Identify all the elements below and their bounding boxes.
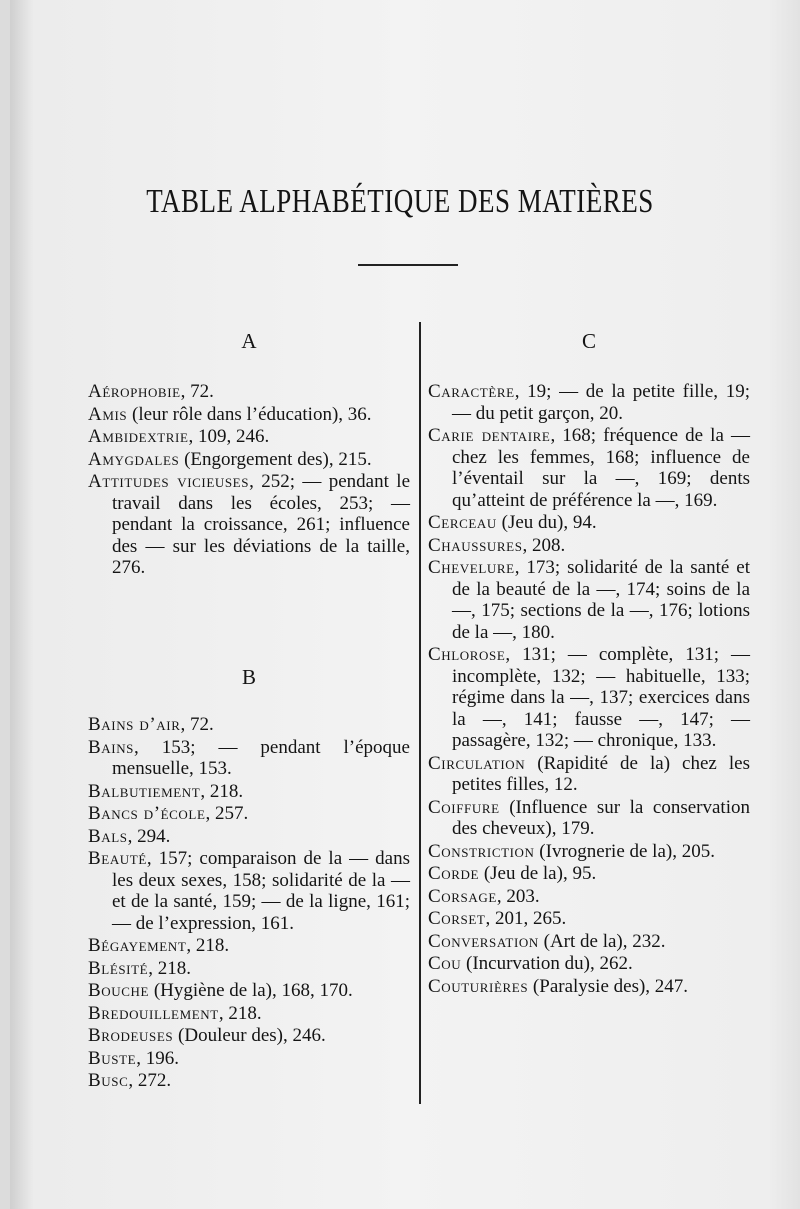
section-b-entries (88, 714, 410, 1093)
index-entry (88, 471, 410, 579)
entry-headword: Bouche (88, 980, 150, 1001)
entry-headword: Corsage (428, 885, 497, 907)
entry-text: , 218. (200, 780, 244, 802)
index-entry (428, 841, 750, 863)
index-entry (428, 535, 750, 557)
entry-headword: Conversation (428, 930, 539, 952)
index-entry (428, 953, 750, 975)
section-c-entries (428, 381, 750, 998)
entry-text: , 196. (136, 1047, 179, 1069)
entry-text: , 157; comparaison de la — dans les deux sexes, 158; solidarité de la — et de la santé, 159; — de la ligne, 161; — de l’expression, 161. (112, 848, 410, 934)
entry-text: , 201, 265. (485, 908, 567, 929)
entry-headword: Amygdales (88, 448, 180, 470)
index-entry (88, 404, 410, 426)
entry-headword: Busc (88, 1070, 129, 1091)
entry-headword: Balbutiement (88, 780, 201, 802)
index-entry (88, 958, 410, 980)
entry-headword: Chevelure (428, 557, 515, 578)
entry-text: , 208. (522, 534, 566, 556)
entry-headword: Bancs d’école (88, 803, 206, 824)
entry-text: (Rapidité de la) chez les petites filles, 12. (452, 752, 750, 795)
index-entry (428, 976, 750, 998)
index-entry (88, 826, 410, 848)
entry-headword: Bains d’air (88, 714, 181, 735)
entry-text: , 173; solidarité de la santé et de la beauté de la —, 174; soins de la —, 175; sections de la —, 176; lotions de la —, 180. (452, 557, 750, 643)
section-letter-c: C (581, 329, 596, 353)
index-entry (88, 714, 410, 736)
index-entry (88, 781, 410, 803)
index-entry (428, 753, 750, 796)
index-entry (88, 980, 410, 1002)
entry-headword: Corset (428, 908, 486, 929)
entry-headword: Buste (88, 1047, 137, 1069)
entry-headword: Circulation (428, 752, 526, 774)
index-entry (428, 557, 750, 643)
entry-text: , 153; — pendant l’époque mensuelle, 153. (112, 736, 410, 779)
entry-text: (Douleur des), 246. (173, 1025, 326, 1046)
entry-text: (Paralysie des), 247. (528, 975, 689, 997)
entry-headword: Ambidextrie (88, 426, 189, 447)
entry-text: (Engorgement des), 215. (179, 448, 372, 470)
entry-text: , 72. (180, 381, 214, 402)
entry-headword: Carie dentaire (428, 425, 551, 446)
entry-text: , 72. (180, 714, 214, 735)
entry-text: , 19; — de la petite fille, 19; — du petit garçon, 20. (452, 381, 750, 424)
section-letter-a: A (241, 329, 257, 353)
entry-headword: Blésité (88, 957, 149, 979)
index-entry (88, 848, 410, 934)
column-divider (419, 322, 421, 1104)
entry-headword: Corde (428, 863, 480, 884)
entry-text: , 218. (186, 935, 230, 956)
entry-headword: Bégayement (88, 935, 187, 956)
entry-text: (Incurvation du), 262. (461, 953, 633, 974)
entry-text: , 257. (205, 803, 249, 824)
entry-headword: Bains (88, 736, 135, 758)
entry-text: , 218. (148, 957, 191, 979)
entry-headword: Beauté (88, 848, 147, 869)
index-entry (428, 886, 750, 908)
index-entry (88, 1070, 410, 1092)
entry-headword: Amis (88, 403, 128, 425)
index-entry (88, 1048, 410, 1070)
index-entry (428, 797, 750, 840)
index-entry (88, 1025, 410, 1047)
entry-headword: Chaussures (428, 534, 523, 556)
index-entry (88, 1003, 410, 1025)
entry-text: , 131; — complète, 131; — incomplète, 132; — habituelle, 133; régime dans la —, 137; exercices dans la —, 141; fausse —, 147; — passagère, 132; — chronique, 133. (452, 644, 750, 751)
entry-text: , 218. (218, 1002, 262, 1024)
entry-headword: Brodeuses (88, 1025, 174, 1046)
page-title: TABLE ALPHABÉTIQUE DES MATIÈRES (146, 182, 654, 220)
entry-text: , 252; — pendant le travail dans les écoles, 253; — pendant la croissance, 261; influence des — sur les déviations de la taille, 276. (112, 471, 410, 578)
index-entry (88, 935, 410, 957)
entry-headword: Attitudes vicieuses (88, 471, 250, 492)
entry-text: (Jeu de la), 95. (479, 863, 597, 884)
entry-headword: Bredouillement (88, 1002, 219, 1024)
entry-text: (Ivrognerie de la), 205. (534, 840, 715, 862)
index-entry (88, 381, 410, 403)
index-entry (428, 644, 750, 752)
entry-headword: Chlorose (428, 644, 506, 665)
entry-text: (Hygiène de la), 168, 170. (149, 980, 353, 1001)
index-entry (88, 426, 410, 448)
index-entry (88, 449, 410, 471)
index-entry (428, 381, 750, 424)
title-rule (358, 264, 458, 266)
entry-text: , 203. (496, 885, 540, 907)
entry-text: (Influence sur la conservation des cheveux), 179. (452, 796, 750, 839)
entry-headword: Bals (88, 825, 128, 847)
index-entry (428, 931, 750, 953)
index-entry (428, 512, 750, 534)
entry-text: , 294. (127, 825, 171, 847)
entry-text: , 272. (128, 1070, 172, 1091)
index-entry (428, 908, 750, 930)
entry-text: (Art de la), 232. (538, 930, 666, 952)
entry-text: (leur rôle dans l’éducation), 36. (127, 403, 372, 425)
index-entry (88, 803, 410, 825)
entry-text: , 109, 246. (188, 426, 270, 447)
entry-headword: Couturières (428, 975, 529, 997)
index-entry (428, 863, 750, 885)
index-entry (428, 425, 750, 511)
section-letter-b: B (241, 665, 256, 689)
entry-headword: Aérophobie (88, 381, 181, 402)
index-entry (88, 737, 410, 780)
entry-text: (Jeu du), 94. (496, 512, 597, 533)
entry-headword: Constriction (428, 840, 535, 862)
entry-headword: Cou (428, 953, 462, 974)
entry-headword: Caractère (428, 381, 515, 402)
entry-headword: Cerceau (428, 512, 497, 533)
entry-headword: Coiffure (428, 796, 500, 818)
entry-text: , 168; fréquence de la — chez les femmes, 168; influence de l’éventail sur la —, 169; dents qu’atteint de préférence la —, 169. (452, 425, 750, 511)
section-a-entries (88, 381, 410, 580)
